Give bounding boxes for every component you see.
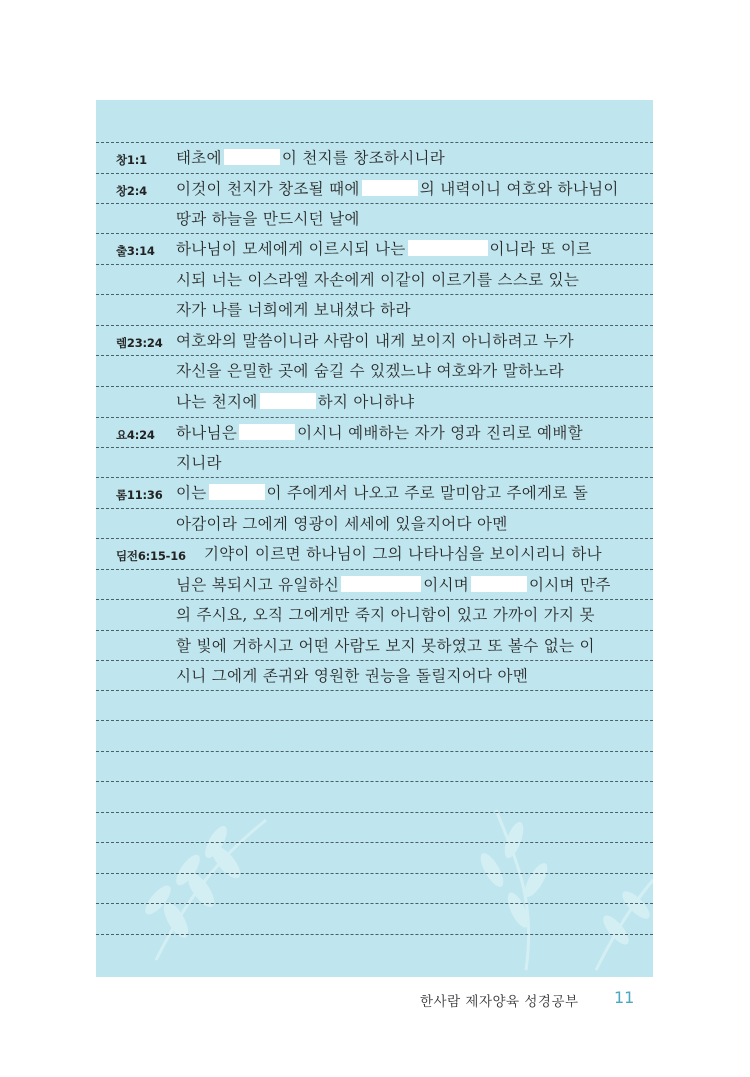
verse-ref: 창1:1	[116, 153, 147, 167]
verse-text: 시니 그에게 존귀와 영원한 권능을 돌릴지어다 아멘	[176, 667, 529, 685]
dashed-rule	[96, 720, 653, 721]
answer-blank[interactable]	[224, 149, 280, 165]
verse-text: 자신을 은밀한 곳에 숨길 수 있겠느냐 여호와가 말하노라	[176, 362, 564, 380]
verse-line	[96, 631, 653, 661]
verse-ref: 요4:24	[116, 428, 155, 442]
verse-text: 나는 천지에 하지 아니하냐	[176, 393, 415, 411]
answer-blank[interactable]	[239, 424, 295, 440]
book-title: 한사람 제자양육 성경공부	[420, 994, 579, 1010]
verse-text: 땅과 하늘을 만드시던 날에	[176, 210, 360, 228]
dashed-rule	[96, 842, 653, 843]
verse-line	[96, 661, 653, 691]
verse-text: 시되 너는 이스라엘 자손에게 이같이 이르기를 스스로 있는	[176, 271, 580, 289]
verse-ref: 딤전6:15-16	[116, 549, 186, 563]
verse-line	[96, 387, 653, 417]
verse-line	[96, 448, 653, 478]
answer-blank[interactable]	[408, 240, 488, 256]
dashed-rule	[96, 690, 653, 691]
answer-blank[interactable]	[471, 576, 527, 592]
verse-line	[96, 478, 653, 508]
verse-line	[96, 570, 653, 600]
verse-line	[96, 600, 653, 630]
verse-text: 이것이 천지가 창조될 때에 의 내력이니 여호와 하나님이	[176, 180, 619, 198]
verse-text: 이는 이 주에게서 나오고 주로 말미암고 주에게로 돌	[176, 484, 589, 502]
verse-text: 하나님은 이시니 예배하는 자가 영과 진리로 예배할	[176, 424, 583, 442]
answer-blank[interactable]	[209, 484, 265, 500]
verse-text: 의 주시요, 오직 그에게만 죽지 아니함이 있고 가까이 가지 못	[176, 606, 595, 624]
dashed-rule	[96, 781, 653, 782]
answer-blank[interactable]	[341, 576, 421, 592]
answer-blank[interactable]	[362, 180, 418, 196]
verse-line	[96, 509, 653, 539]
verse-line	[96, 418, 653, 448]
verse-ref: 롬11:36	[116, 488, 163, 502]
verse-text: 태초에 이 천지를 창조하시니라	[176, 149, 446, 167]
verse-text: 자가 나를 너희에게 보내셨다 하라	[176, 301, 411, 319]
page-number: 11	[614, 988, 635, 1007]
verse-text: 할 빛에 거하시고 어떤 사람도 보지 못하였고 또 볼수 없는 이	[176, 637, 595, 655]
verse-text: 아감이라 그에게 영광이 세세에 있을지어다 아멘	[176, 515, 508, 533]
dashed-rule	[96, 934, 653, 935]
verse-line	[96, 326, 653, 356]
verse-line	[96, 174, 653, 204]
verse-text: 기약이 이르면 하나님이 그의 나타나심을 보이시리니 하나	[204, 545, 602, 563]
verse-line	[96, 143, 653, 173]
verse-line	[96, 356, 653, 386]
dashed-rule	[96, 903, 653, 904]
verse-line	[96, 539, 653, 569]
answer-blank[interactable]	[260, 393, 316, 409]
verse-line	[96, 204, 653, 234]
verse-ref: 출3:14	[116, 244, 155, 258]
verse-text: 지니라	[176, 454, 222, 472]
verse-text: 여호와의 말씀이니라 사람이 내게 보이지 아니하려고 누가	[176, 332, 574, 350]
verse-text: 하나님이 모세에게 이르시되 나는 이니라 또 이르	[176, 240, 592, 258]
worksheet-panel	[96, 100, 653, 977]
dashed-rule	[96, 812, 653, 813]
verse-ref: 창2:4	[116, 184, 147, 198]
dashed-rule	[96, 751, 653, 752]
verse-ref: 렘23:24	[116, 336, 163, 350]
verse-line	[96, 265, 653, 295]
dashed-rule	[96, 873, 653, 874]
verse-line	[96, 295, 653, 325]
verse-line	[96, 234, 653, 264]
verse-text: 님은 복되시고 유일하신 이시며 이시며 만주	[176, 576, 611, 594]
